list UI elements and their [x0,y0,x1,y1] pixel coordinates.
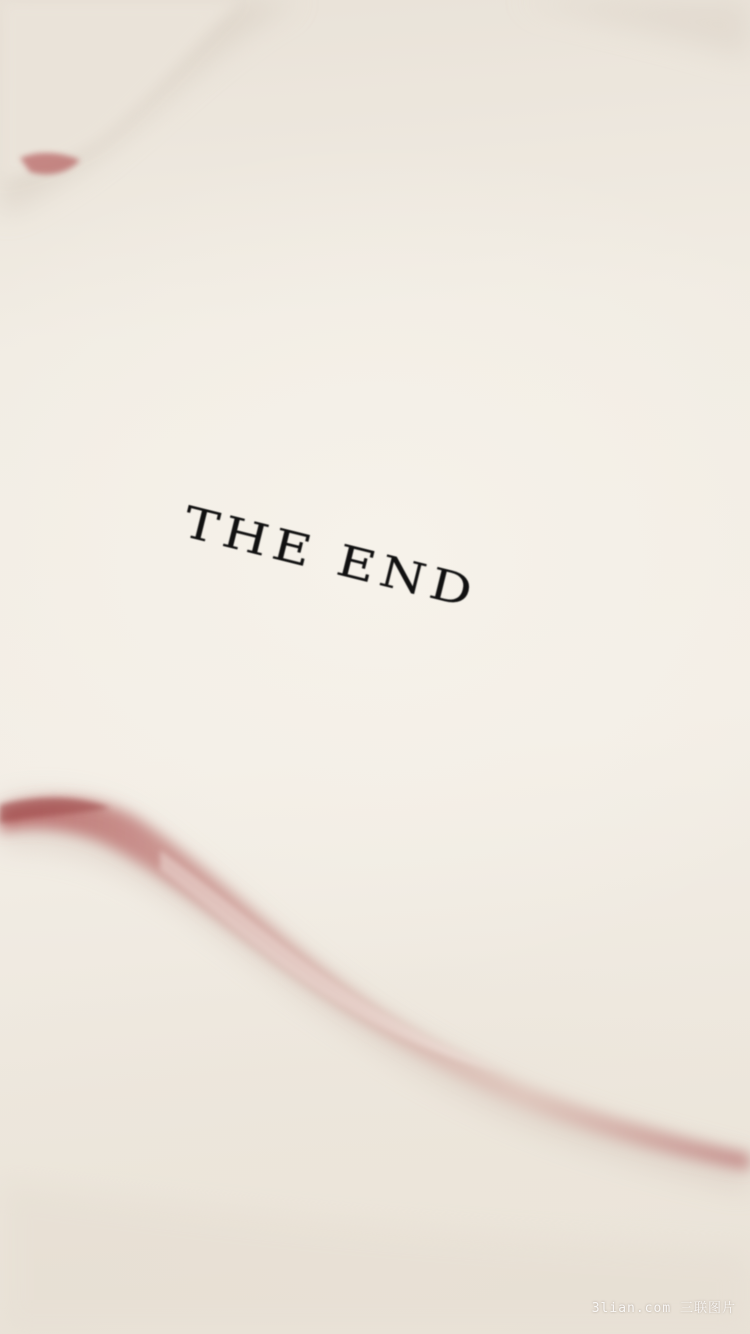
watermark-text: 3lian.com 三联图片 [591,1301,736,1316]
page-fold-top-right [520,0,750,60]
page-curl [0,0,240,180]
the-end-text: THE END [178,498,483,619]
